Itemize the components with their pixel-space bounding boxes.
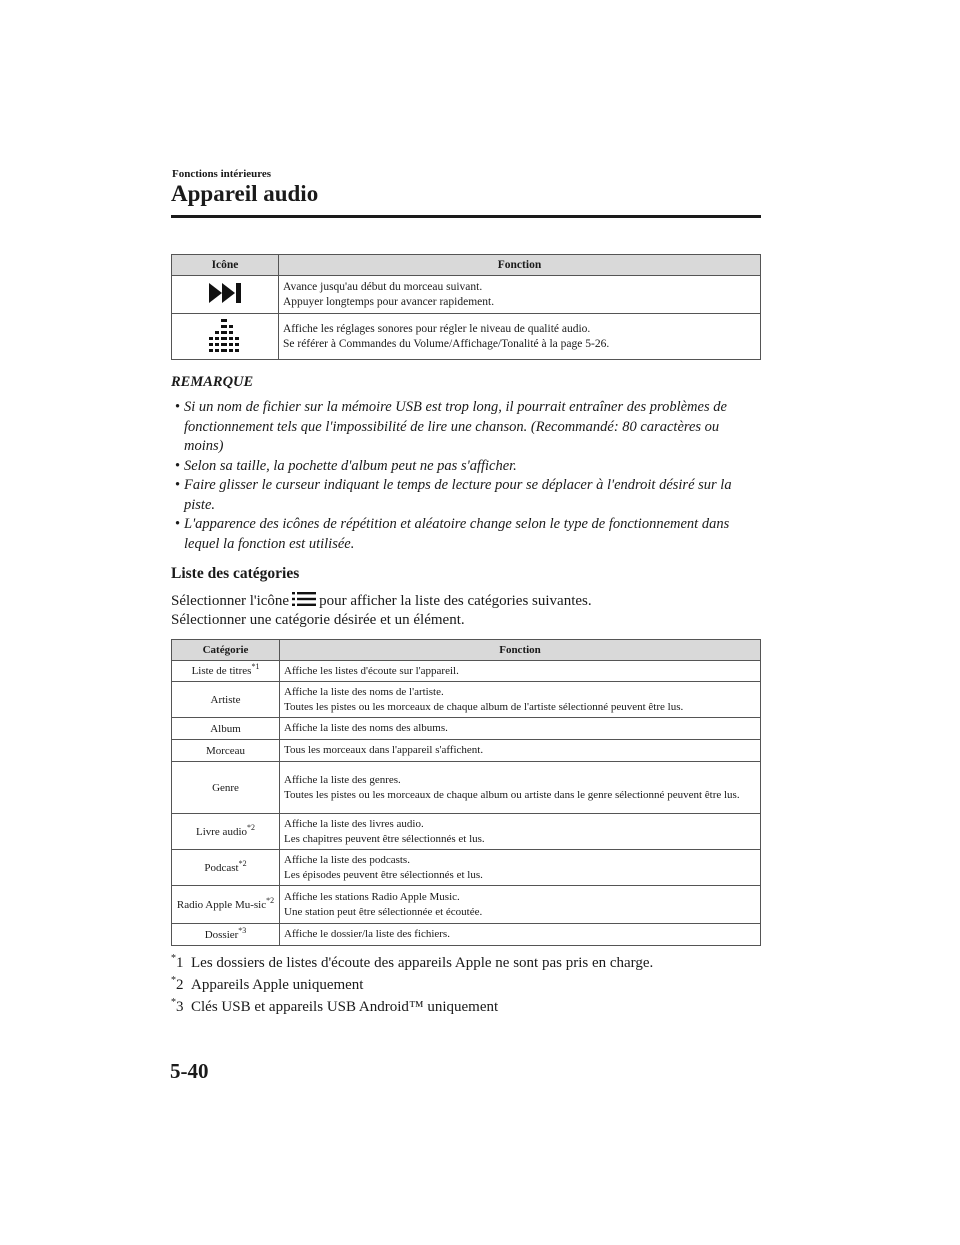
note-title: REMARQUE [171,374,254,390]
table-row [172,740,761,762]
function-cell: Affiche les stations Radio Apple Music. Une station peut être sélectionnée et écoutée. [280,886,761,924]
list-menu-icon [292,591,316,607]
category-cell: Radio Apple Mu-sic$^{*2}$ [172,886,280,924]
table-row [172,762,761,814]
page-number: 5-40 [170,1059,209,1083]
table-row [172,276,761,314]
table-row [172,850,761,886]
function-cell: Affiche les réglages sonores pour régler le niveau de qualité audio. Se référer à Commandes du Volume/Affichage/Tonalité à la page 5-26. [279,314,761,360]
table-header-row [172,640,761,661]
list-item: • Selon sa taille, la pochette d'album peut ne pas s'afficher. [175,457,517,474]
category-cell: Artiste [172,682,280,718]
category-cell: Dossier$^{*3}$ [172,924,280,946]
header-category: Catégorie [172,640,280,661]
category-cell: Livre audio$^{*2}$ [172,814,280,850]
footnote-1: *1 Les dossiers de listes d'écoute des appareils Apple ne sont pas pris en charge. [171,953,654,971]
function-cell: Affiche la liste des noms de l'artiste. Toutes les pistes ou les morceaux de chaque album de l'artiste sélectionné peuvent être lus. [280,682,761,718]
footnote-3: *3 Clés USB et appareils USB Android™ uniquement [171,997,499,1015]
function-cell: Affiche la liste des podcasts. Les épisodes peuvent être sélectionnés et lus. [280,850,761,886]
function-cell: Avance jusqu'au début du morceau suivant. Appuyer longtemps pour avancer rapidement. [279,276,761,314]
table-row [172,718,761,740]
section-label: Fonctions intérieures [172,168,272,180]
function-cell: Affiche la liste des livres audio. Les chapitres peuvent être sélectionnés et lus. [280,814,761,850]
equalizer-icon [207,317,243,353]
categories-intro-2: Sélectionner une catégorie désirée et un élément. [171,612,465,628]
function-cell: Affiche le dossier/la liste des fichiers. [280,924,761,946]
header-icon: Icône [172,255,279,276]
category-cell: Morceau [172,740,280,762]
table-row [172,814,761,850]
table-row [172,682,761,718]
function-cell: Tous les morceaux dans l'appareil s'affichent. [280,740,761,762]
table-row [172,924,761,946]
category-cell: Liste de titres$^{*1}$ [172,661,280,682]
list-item: • Faire glisser le curseur indiquant le temps de lecture pour se déplacer à l'endroit désiré sur la piste. [175,477,732,513]
function-cell: Affiche la liste des noms des albums. [280,718,761,740]
page-title: Appareil audio [171,181,319,206]
icon-cell [172,314,279,360]
function-cell: Affiche la liste des genres. Toutes les pistes ou les morceaux de chaque album ou artiste dans le genre sélectionné peuvent être lus. [280,762,761,814]
icon-cell [172,276,279,314]
function-cell: Affiche les listes d'écoute sur l'appareil. [280,661,761,682]
table-header-row [172,255,761,276]
skip-forward-icon [207,282,243,304]
categories-heading: Liste des catégories [171,565,300,582]
category-cell: Genre [172,762,280,814]
table-row [172,886,761,924]
footnote-2: *2 Appareils Apple uniquement [171,975,364,993]
category-table [171,639,761,946]
title-divider [171,215,761,218]
header-function: Fonction [280,640,761,661]
category-cell: Podcast$^{*2}$ [172,850,280,886]
table-row [172,314,761,360]
table-row [172,661,761,682]
list-item: • Si un nom de fichier sur la mémoire USB est trop long, il pourrait entraîner des problèmes de fonctionnement tels que l'impossibilité de lire une chanson. (Recommandé: 80 caractères ou moins) [175,399,727,454]
note-list [171,398,761,554]
list-item: • L'apparence des icônes de répétition et aléatoire change selon le type de fonctionnement dans lequel la fonction est utilisée. [175,516,730,552]
category-cell: Album [172,718,280,740]
categories-intro: Sélectionner l'icône pour afficher la liste des catégories suivantes. [171,593,592,609]
header-function: Fonction [279,255,761,276]
icon-function-table [171,254,761,360]
